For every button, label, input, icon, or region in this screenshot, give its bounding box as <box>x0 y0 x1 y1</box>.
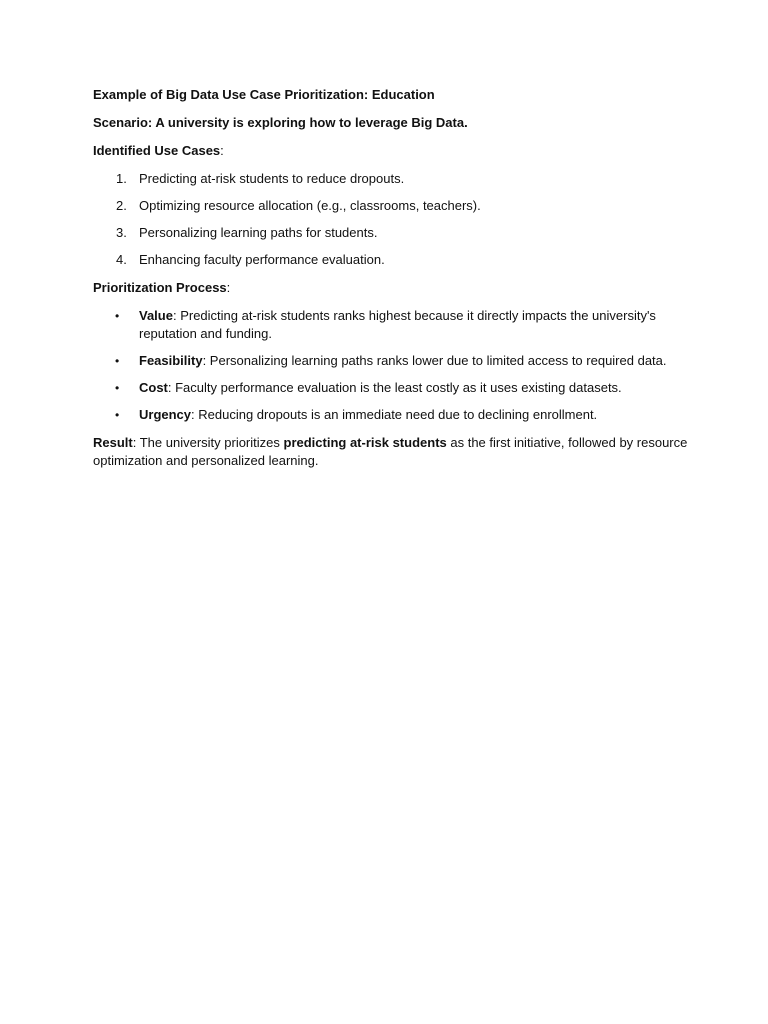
bullet-icon: • <box>115 381 120 395</box>
list-item-text: Predicting at-risk students to reduce dropouts. <box>139 171 405 186</box>
list-item-text: Personalizing learning paths for students. <box>139 225 378 240</box>
process-heading <box>93 279 693 297</box>
result-emphasis: predicting at-risk students <box>283 435 447 450</box>
list-item <box>93 379 693 397</box>
list-item <box>93 197 693 215</box>
document-title: Example of Big Data Use Case Prioritization: Education <box>93 87 435 102</box>
process-term: Cost <box>139 380 168 395</box>
use-cases-heading-label: Identified Use Cases <box>93 143 221 158</box>
list-item-text: Optimizing resource allocation (e.g., classrooms, teachers). <box>139 198 481 213</box>
process-term: Feasibility <box>139 353 203 368</box>
result-text-after: as the first initiative, followed by resource optimization and personalized learning. <box>93 435 688 468</box>
process-heading-colon: : <box>226 280 231 295</box>
use-cases-list <box>93 170 693 269</box>
list-item <box>93 307 693 343</box>
list-item <box>93 224 693 242</box>
list-item <box>93 352 693 370</box>
list-number: 1. <box>116 171 127 186</box>
list-number: 3. <box>116 225 127 240</box>
scenario-text: Scenario: A university is exploring how to leverage Big Data. <box>93 115 468 130</box>
list-item <box>93 251 693 269</box>
list-number: 4. <box>116 252 127 267</box>
bullet-icon: • <box>115 309 120 323</box>
process-text: : Faculty performance evaluation is the least costly as it uses existing datasets. <box>167 380 622 395</box>
use-cases-heading <box>93 142 693 160</box>
document-page <box>93 86 693 480</box>
result-text-before: : The university prioritizes <box>132 435 284 450</box>
process-term: Value <box>139 308 173 323</box>
process-list <box>93 307 693 424</box>
process-text: : Predicting at-risk students ranks highest because it directly impacts the university's reputation and funding. <box>139 308 656 341</box>
result-paragraph <box>93 434 693 470</box>
use-cases-heading-colon: : <box>220 143 224 158</box>
process-term: Urgency <box>139 407 192 422</box>
process-text: : Personalizing learning paths ranks lower due to limited access to required data. <box>202 353 667 368</box>
list-item <box>93 170 693 188</box>
bullet-icon: • <box>115 408 120 422</box>
list-item-text: Enhancing faculty performance evaluation. <box>139 252 385 267</box>
process-text: : Reducing dropouts is an immediate need due to declining enrollment. <box>191 407 598 422</box>
bullet-icon: • <box>115 354 120 368</box>
result-term: Result <box>93 435 133 450</box>
list-item <box>93 406 693 424</box>
process-heading-label: Prioritization Process <box>93 280 227 295</box>
list-number: 2. <box>116 198 127 213</box>
